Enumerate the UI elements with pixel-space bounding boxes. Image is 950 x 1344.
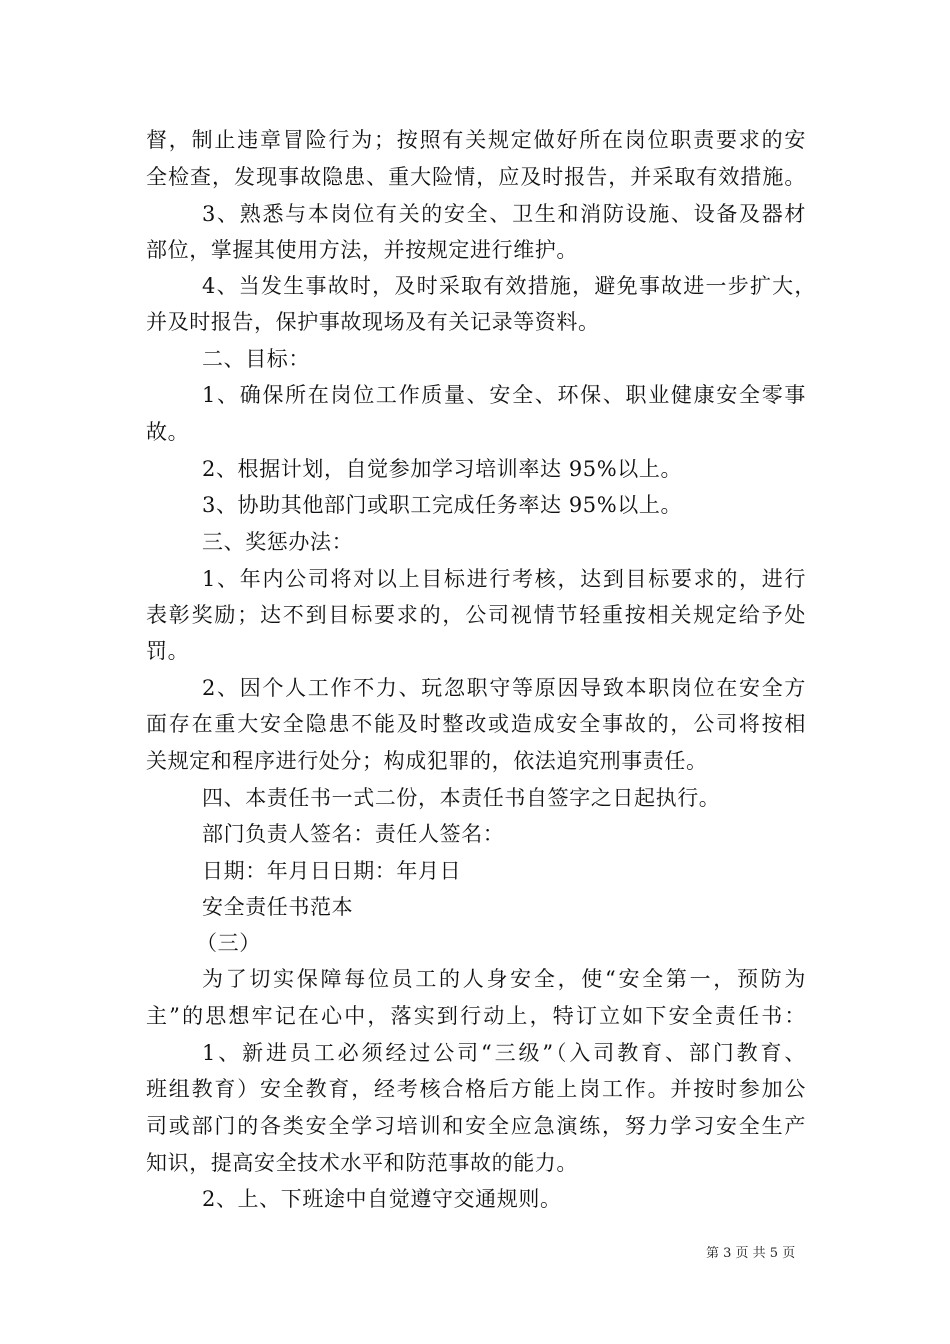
signature-line: 部门负责人签名：责任人签名： [202, 822, 505, 846]
section-number: （三） [196, 931, 261, 955]
section-heading: 四、本责任书一式二份，本责任书自签字之日起执行。 [202, 786, 721, 810]
text-line: 司或部门的各类安全学习培训和安全应急演练，努力学习安全生产 [146, 1114, 806, 1138]
text-line: 主”的思想牢记在心中，落实到行动上，特订立如下安全责任书： [146, 1004, 806, 1028]
section-heading: 三、奖惩办法： [202, 530, 354, 554]
text-line: 部位，掌握其使用方法，并按规定进行维护。 [146, 238, 578, 262]
text-line: 2、因个人工作不力、玩忽职守等原因导致本职岗位在安全方 [202, 676, 806, 700]
text-line: 督，制止违章冒险行为；按照有关规定做好所在岗位职责要求的安 [146, 128, 806, 152]
text-line: 4、当发生事故时，及时采取有效措施，避免事故进一步扩大， [202, 274, 816, 298]
text-line: 1、新进员工必须经过公司“三级”（入司教育、部门教育、 [202, 1041, 806, 1065]
text-line: 并及时报告，保护事故现场及有关记录等资料。 [146, 310, 600, 334]
text-line: 罚。 [146, 639, 190, 663]
text-line: 3、协助其他部门或职工完成任务率达 95%以上。 [202, 493, 683, 517]
date-line: 日期：年月日日期：年月日 [202, 859, 462, 883]
page-number: 第 3 页 共 5 页 [706, 1246, 796, 1261]
text-line: 班组教育）安全教育，经考核合格后方能上岗工作。并按时参加公 [146, 1077, 806, 1101]
section-heading: 二、目标： [202, 347, 310, 371]
text-line: 2、根据计划，自觉参加学习培训率达 95%以上。 [202, 457, 683, 481]
text-line: 全检查，发现事故隐患、重大险情，应及时报告，并采取有效措施。 [146, 165, 806, 189]
text-line: 知识，提高安全技术水平和防范事故的能力。 [146, 1151, 578, 1175]
text-line: 故。 [146, 420, 190, 444]
text-line: 面存在重大安全隐患不能及时整改或造成安全事故的，公司将按相 [146, 712, 806, 736]
text-line: 1、确保所在岗位工作质量、安全、环保、职业健康安全零事 [202, 383, 806, 407]
text-line: 表彰奖励；达不到目标要求的，公司视情节轻重按相关规定给予处 [146, 603, 806, 627]
text-line: 1、年内公司将对以上目标进行考核，达到目标要求的，进行 [202, 567, 806, 591]
text-line: 关规定和程序进行处分；构成犯罪的，依法追究刑事责任。 [146, 749, 708, 773]
text-line: 为了切实保障每位员工的人身安全，使“安全第一，预防为 [202, 967, 806, 991]
document-title: 安全责任书范本 [202, 895, 354, 919]
text-line: 2、上、下班途中自觉遵守交通规则。 [202, 1187, 562, 1211]
text-line: 3、熟悉与本岗位有关的安全、卫生和消防设施、设备及器材 [202, 202, 806, 226]
